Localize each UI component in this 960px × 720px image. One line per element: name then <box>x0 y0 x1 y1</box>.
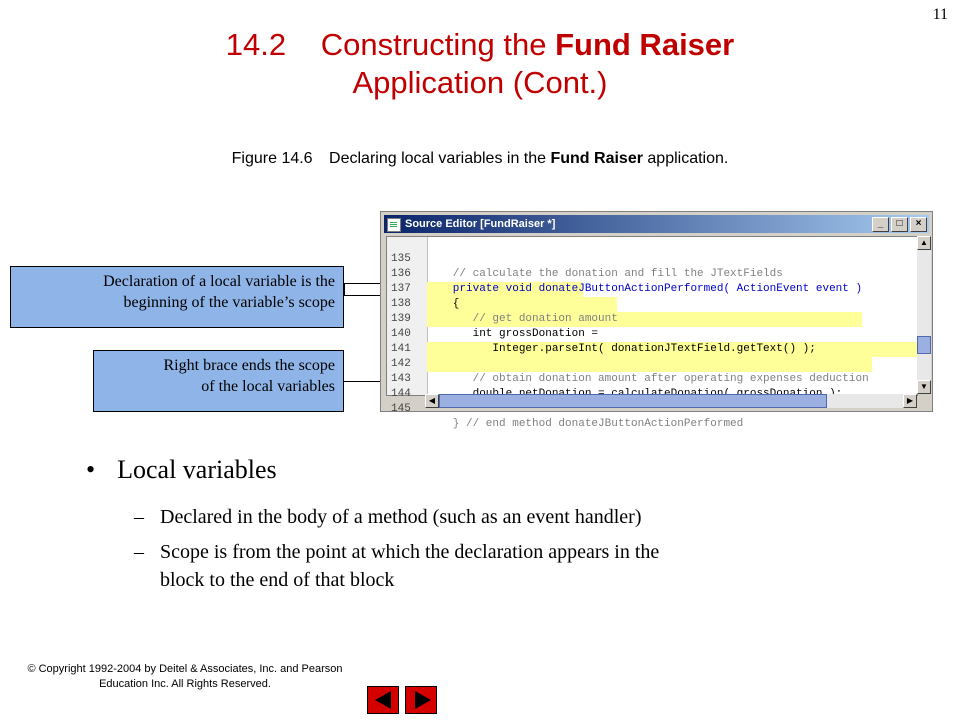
figure-caption <box>0 150 960 168</box>
line-number: 139 <box>391 313 411 325</box>
horizontal-scrollbar[interactable] <box>425 394 917 408</box>
previous-slide-button[interactable] <box>367 686 399 714</box>
line-number: 144 <box>391 388 411 400</box>
sub-bullet-text-cont: block to the end of that block <box>160 569 395 591</box>
callout-declaration <box>10 266 344 328</box>
next-arrow-icon <box>415 691 431 709</box>
callout-text: beginning of the variable’s scope <box>123 294 335 311</box>
code-area[interactable] <box>386 236 918 430</box>
window-controls <box>872 217 927 232</box>
copyright-line: © Copyright 1992-2004 by Deitel & Associates, Inc. and Pearson <box>27 663 343 675</box>
bullet-dash: – <box>134 506 144 528</box>
title-prefix: Constructing the <box>320 27 547 62</box>
close-button[interactable]: × <box>910 217 927 232</box>
bullet-text: Local variables <box>117 455 277 484</box>
line-number: 143 <box>391 373 411 385</box>
scroll-up-icon[interactable]: ▲ <box>917 236 931 250</box>
code-text: } // end method donateJButtonActionPerformed <box>433 418 744 430</box>
caption-text-after: application. <box>647 150 729 167</box>
line-number: 135 <box>391 253 411 265</box>
callout-text: Right brace ends the scope <box>163 357 335 374</box>
line-number: 138 <box>391 298 411 310</box>
scroll-right-icon[interactable]: ▶ <box>903 394 917 408</box>
code-text: int grossDonation = <box>433 328 599 340</box>
callout-leader-line <box>344 381 380 382</box>
page-number: 11 <box>932 6 948 23</box>
line-number: 142 <box>391 358 411 370</box>
section-number: 14.2 <box>225 27 287 62</box>
title-line2: Application (Cont.) <box>352 65 608 100</box>
vertical-scrollbar[interactable] <box>917 236 931 394</box>
title-app-name: Fund Raiser <box>555 27 735 62</box>
editor-document-icon <box>387 218 401 232</box>
figure-number: Figure 14.6 <box>231 150 313 167</box>
sub-bullet-scope <box>134 538 854 594</box>
line-number: 140 <box>391 328 411 340</box>
code-text: { <box>433 298 460 310</box>
callout-right-brace <box>93 350 344 412</box>
line-number: 137 <box>391 283 411 295</box>
horizontal-scroll-thumb[interactable] <box>439 394 827 408</box>
callout-leader-line <box>344 283 380 284</box>
scroll-down-icon[interactable]: ▼ <box>917 380 931 394</box>
vertical-scroll-thumb[interactable] <box>917 336 931 354</box>
code-text: // obtain donation amount after operating expenses deduction <box>433 373 869 385</box>
bullet-dot: • <box>86 455 96 484</box>
caption-text-before: Declaring local variables in the <box>329 150 547 167</box>
editor-titlebar[interactable] <box>384 215 929 233</box>
line-number: 141 <box>391 343 411 355</box>
sub-bullet-declared <box>134 503 641 531</box>
copyright-line: Education Inc. All Rights Reserved. <box>99 678 271 690</box>
copyright-notice <box>10 662 360 692</box>
code-text: Integer.parseInt( donationJTextField.getText() ); <box>433 343 816 355</box>
next-slide-button[interactable] <box>405 686 437 714</box>
code-text: private void donateJButtonActionPerformed( ActionEvent event ) <box>433 283 863 295</box>
prev-arrow-icon <box>375 691 391 709</box>
code-line <box>387 372 917 400</box>
callout-text: Declaration of a local variable is the <box>103 273 335 290</box>
minimize-button[interactable]: _ <box>872 217 889 232</box>
code-text: // get donation amount <box>433 313 618 325</box>
editor-title: Source Editor [FundRaiser *] <box>405 218 556 230</box>
callout-leader-line <box>344 295 380 296</box>
callout-text: of the local variables <box>201 378 335 395</box>
sub-bullet-text: Declared in the body of a method (such as an event handler) <box>160 506 642 528</box>
line-number: 136 <box>391 268 411 280</box>
source-editor-window <box>380 211 933 430</box>
slide-title <box>0 26 960 102</box>
code-text: // calculate the donation and fill the JTextFields <box>433 268 783 280</box>
maximize-button[interactable]: □ <box>891 217 908 232</box>
scroll-left-icon[interactable]: ◀ <box>425 394 439 408</box>
bullet-local-variables <box>86 455 277 485</box>
bullet-dash: – <box>134 541 144 563</box>
line-number: 145 <box>391 403 411 415</box>
callout-leader-line <box>344 283 345 295</box>
sub-bullet-text: Scope is from the point at which the declaration appears in the <box>160 541 660 563</box>
caption-app-name: Fund Raiser <box>550 150 643 167</box>
